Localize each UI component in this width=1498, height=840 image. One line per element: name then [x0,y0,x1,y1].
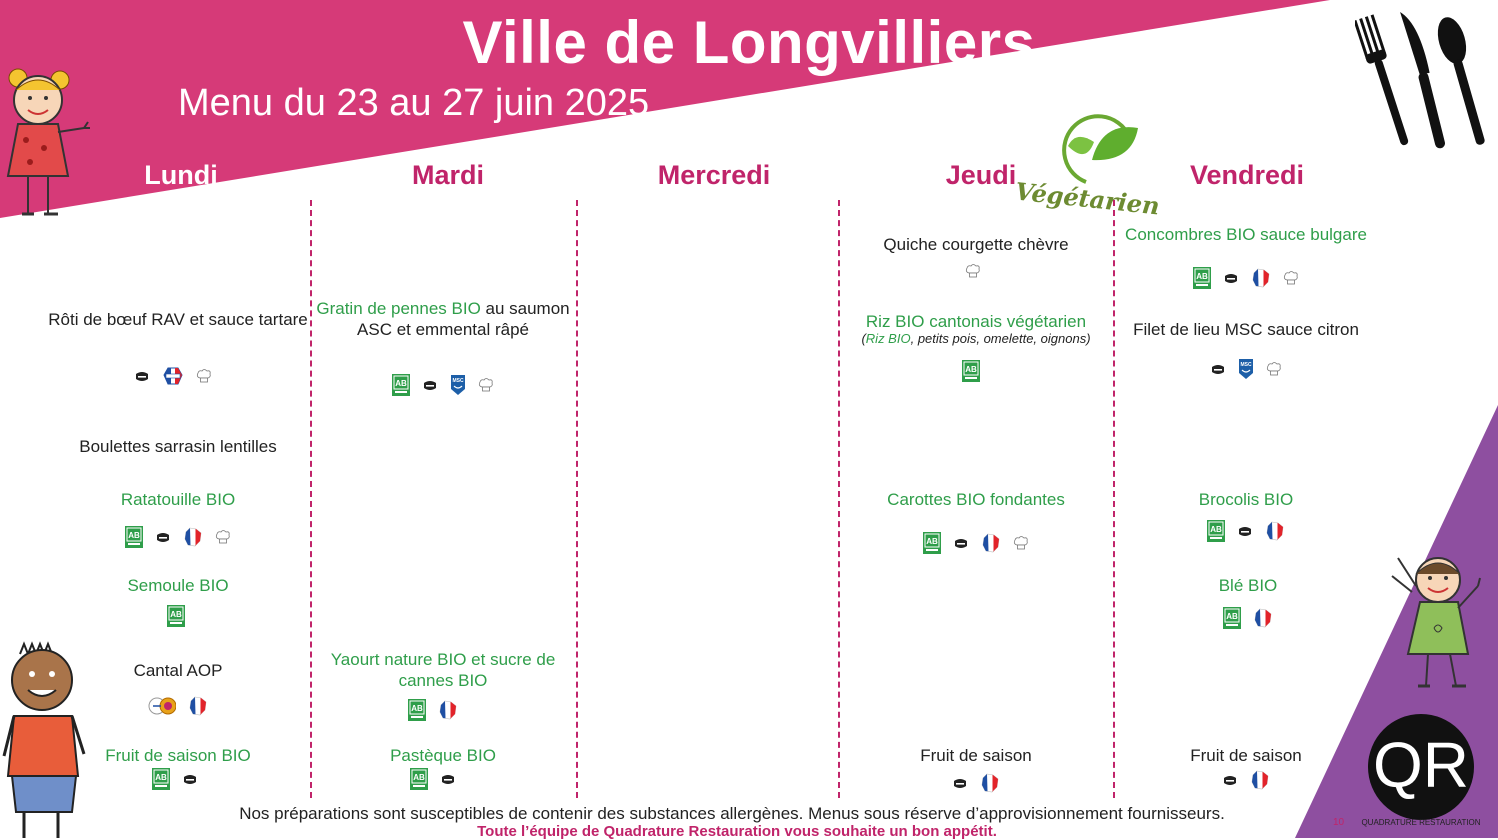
dish-mardi-main-rest: au saumon ASC et emmental râpé [357,299,570,339]
detail-open: ( [861,331,866,346]
chef-hat-icon [965,263,981,284]
labels-vendredi-main [1113,358,1379,385]
dish-lundi-main: Rôti de bœuf RAV et sauce tartare [48,310,308,329]
day-header-vendredi: Vendredi [1189,160,1305,190]
dish-lundi-cheese: Cantal AOP [133,661,223,680]
labels-vendredi-side [1113,520,1379,547]
svg-text:AB: AB [1226,612,1238,621]
nutri-icon [134,370,150,388]
ab-bio-icon [152,768,170,795]
dish-jeudi-side: Carottes BIO fondantes [887,490,1065,509]
france-map-icon [1253,608,1273,633]
svg-text:AB: AB [413,773,425,782]
menu-dates: Menu du 23 au 27 juin 2025 [178,82,650,124]
nutri-icon [440,773,456,791]
chef-hat-icon [1013,535,1029,556]
france-map-icon [981,533,1001,558]
labels-lundi-side [45,526,311,553]
girl-green-dress-icon [1386,546,1486,696]
msc-icon [1238,358,1254,385]
svg-text:AB: AB [1210,525,1222,534]
ab-bio-icon [1193,267,1211,294]
page-title: Ville de Longvilliers [462,9,1036,76]
detail-rest: , petits pois, omelette, oignons) [910,331,1091,346]
labels-lundi-cheese [45,696,311,721]
france-map-icon [438,700,458,725]
girl-cartoon-icon [0,68,92,220]
ab-bio-icon [392,374,410,401]
dish-jeudi-dessert: Fruit de saison [920,746,1032,765]
column-divider [838,200,840,798]
day-header-lundi: Lundi [144,160,218,190]
bon-appetit-message: Toute l’équipe de Quadrature Restauration vous souhaite un bon appétit. [477,823,997,840]
logo-letters: QR [1373,729,1469,801]
labels-mardi-dessert [300,768,566,795]
nutri-icon [952,777,968,795]
nutri-icon [155,531,171,549]
aop-icon [148,696,176,721]
nutri-icon [1223,272,1239,290]
svg-text:AB: AB [128,531,140,540]
labels-vendredi-starter [1113,267,1379,294]
ab-bio-icon [410,768,428,795]
msc-icon [450,374,466,401]
dish-vendredi-main: Filet de lieu MSC sauce citron [1133,320,1359,339]
france-map-icon [980,773,1000,798]
ab-bio-icon [167,605,185,632]
chef-hat-icon [196,368,212,389]
ab-bio-icon [923,532,941,559]
labels-vendredi-side2 [1115,607,1381,634]
column-divider [576,200,578,798]
svg-text:MSC: MSC [452,378,464,384]
dish-jeudi-starter: Quiche courgette chèvre [883,235,1069,254]
france-map-icon [1251,268,1271,293]
dish-vendredi-dessert: Fruit de saison [1190,746,1302,765]
ab-bio-icon [408,699,426,726]
dish-lundi-alt: Boulettes sarrasin lentilles [79,437,277,456]
dish-vendredi-starter: Concombres BIO sauce bulgare [1125,225,1367,244]
dish-mardi-main [310,298,576,340]
svg-text:AB: AB [411,704,423,713]
ab-bio-icon [125,526,143,553]
svg-text:AB: AB [170,610,182,619]
chef-hat-icon [478,377,494,398]
detail-bio: Riz BIO [865,331,911,346]
ab-bio-icon [1207,520,1225,547]
svg-text:AB: AB [395,379,407,388]
day-header-jeudi: Jeudi [945,160,1017,190]
dish-mardi-dairy: Yaourt nature BIO et sucre de cannes BIO [330,650,556,690]
svg-text:MSC: MSC [1240,362,1252,368]
vegetarian-badge-label: Végétarien [1013,176,1161,221]
logo-caption: QUADRATURE RESTAURATION [1361,818,1481,827]
labels-lundi-dessert [42,768,308,795]
dish-lundi-side2: Semoule BIO [127,576,229,595]
dish-mardi-dessert: Pastèque BIO [390,746,496,765]
svg-text:AB: AB [155,773,167,782]
labels-lundi-main [40,366,306,391]
france-map-icon [1265,521,1285,546]
labels-jeudi-main [838,360,1104,387]
vegetarian-leaves-icon [1046,112,1140,188]
dish-jeudi-main-detail [843,331,1109,347]
chef-hat-icon [215,529,231,550]
labels-vendredi-dessert [1113,770,1379,795]
svg-text:AB: AB [1196,272,1208,281]
dish-jeudi-main: Riz BIO cantonais végétarien [865,312,1087,331]
dish-vendredi-side2: Blé BIO [1218,576,1278,595]
labels-jeudi-side [843,532,1109,559]
dish-lundi-side: Ratatouille BIO [120,490,236,509]
day-header-mercredi: Mercredi [657,160,771,190]
ab-bio-icon [1223,607,1241,634]
nutri-icon [953,537,969,555]
page-number: 10 [1333,817,1345,828]
day-header-mardi: Mardi [411,160,484,190]
allergen-notice: Nos préparations sont susceptibles de contenir des substances allergènes. Menus sous réserve d’approvisionnement fournisseurs. [239,804,1225,823]
france-map-icon [1250,770,1270,795]
france-map-icon [183,527,203,552]
nutri-icon [422,379,438,397]
nutri-icon [182,773,198,791]
chef-hat-icon [1283,270,1299,291]
nutri-icon [1237,525,1253,543]
labels-mardi-main [310,374,576,401]
dish-lundi-dessert: Fruit de saison BIO [105,746,251,765]
dish-mardi-main-bio: Gratin de pennes BIO [316,299,481,318]
svg-text:AB: AB [926,537,938,546]
origine-france-icon [162,366,184,391]
ab-bio-icon [962,360,980,387]
france-map-icon [188,696,208,721]
labels-jeudi-starter [840,263,1106,284]
labels-lundi-side2 [43,605,309,632]
nutri-icon [1210,363,1226,381]
dish-vendredi-side: Brocolis BIO [1198,490,1294,509]
chef-hat-icon [1266,361,1282,382]
labels-jeudi-dessert [843,773,1109,798]
nutri-icon [1222,774,1238,792]
labels-mardi-dairy [300,699,566,726]
svg-text:AB: AB [965,365,977,374]
